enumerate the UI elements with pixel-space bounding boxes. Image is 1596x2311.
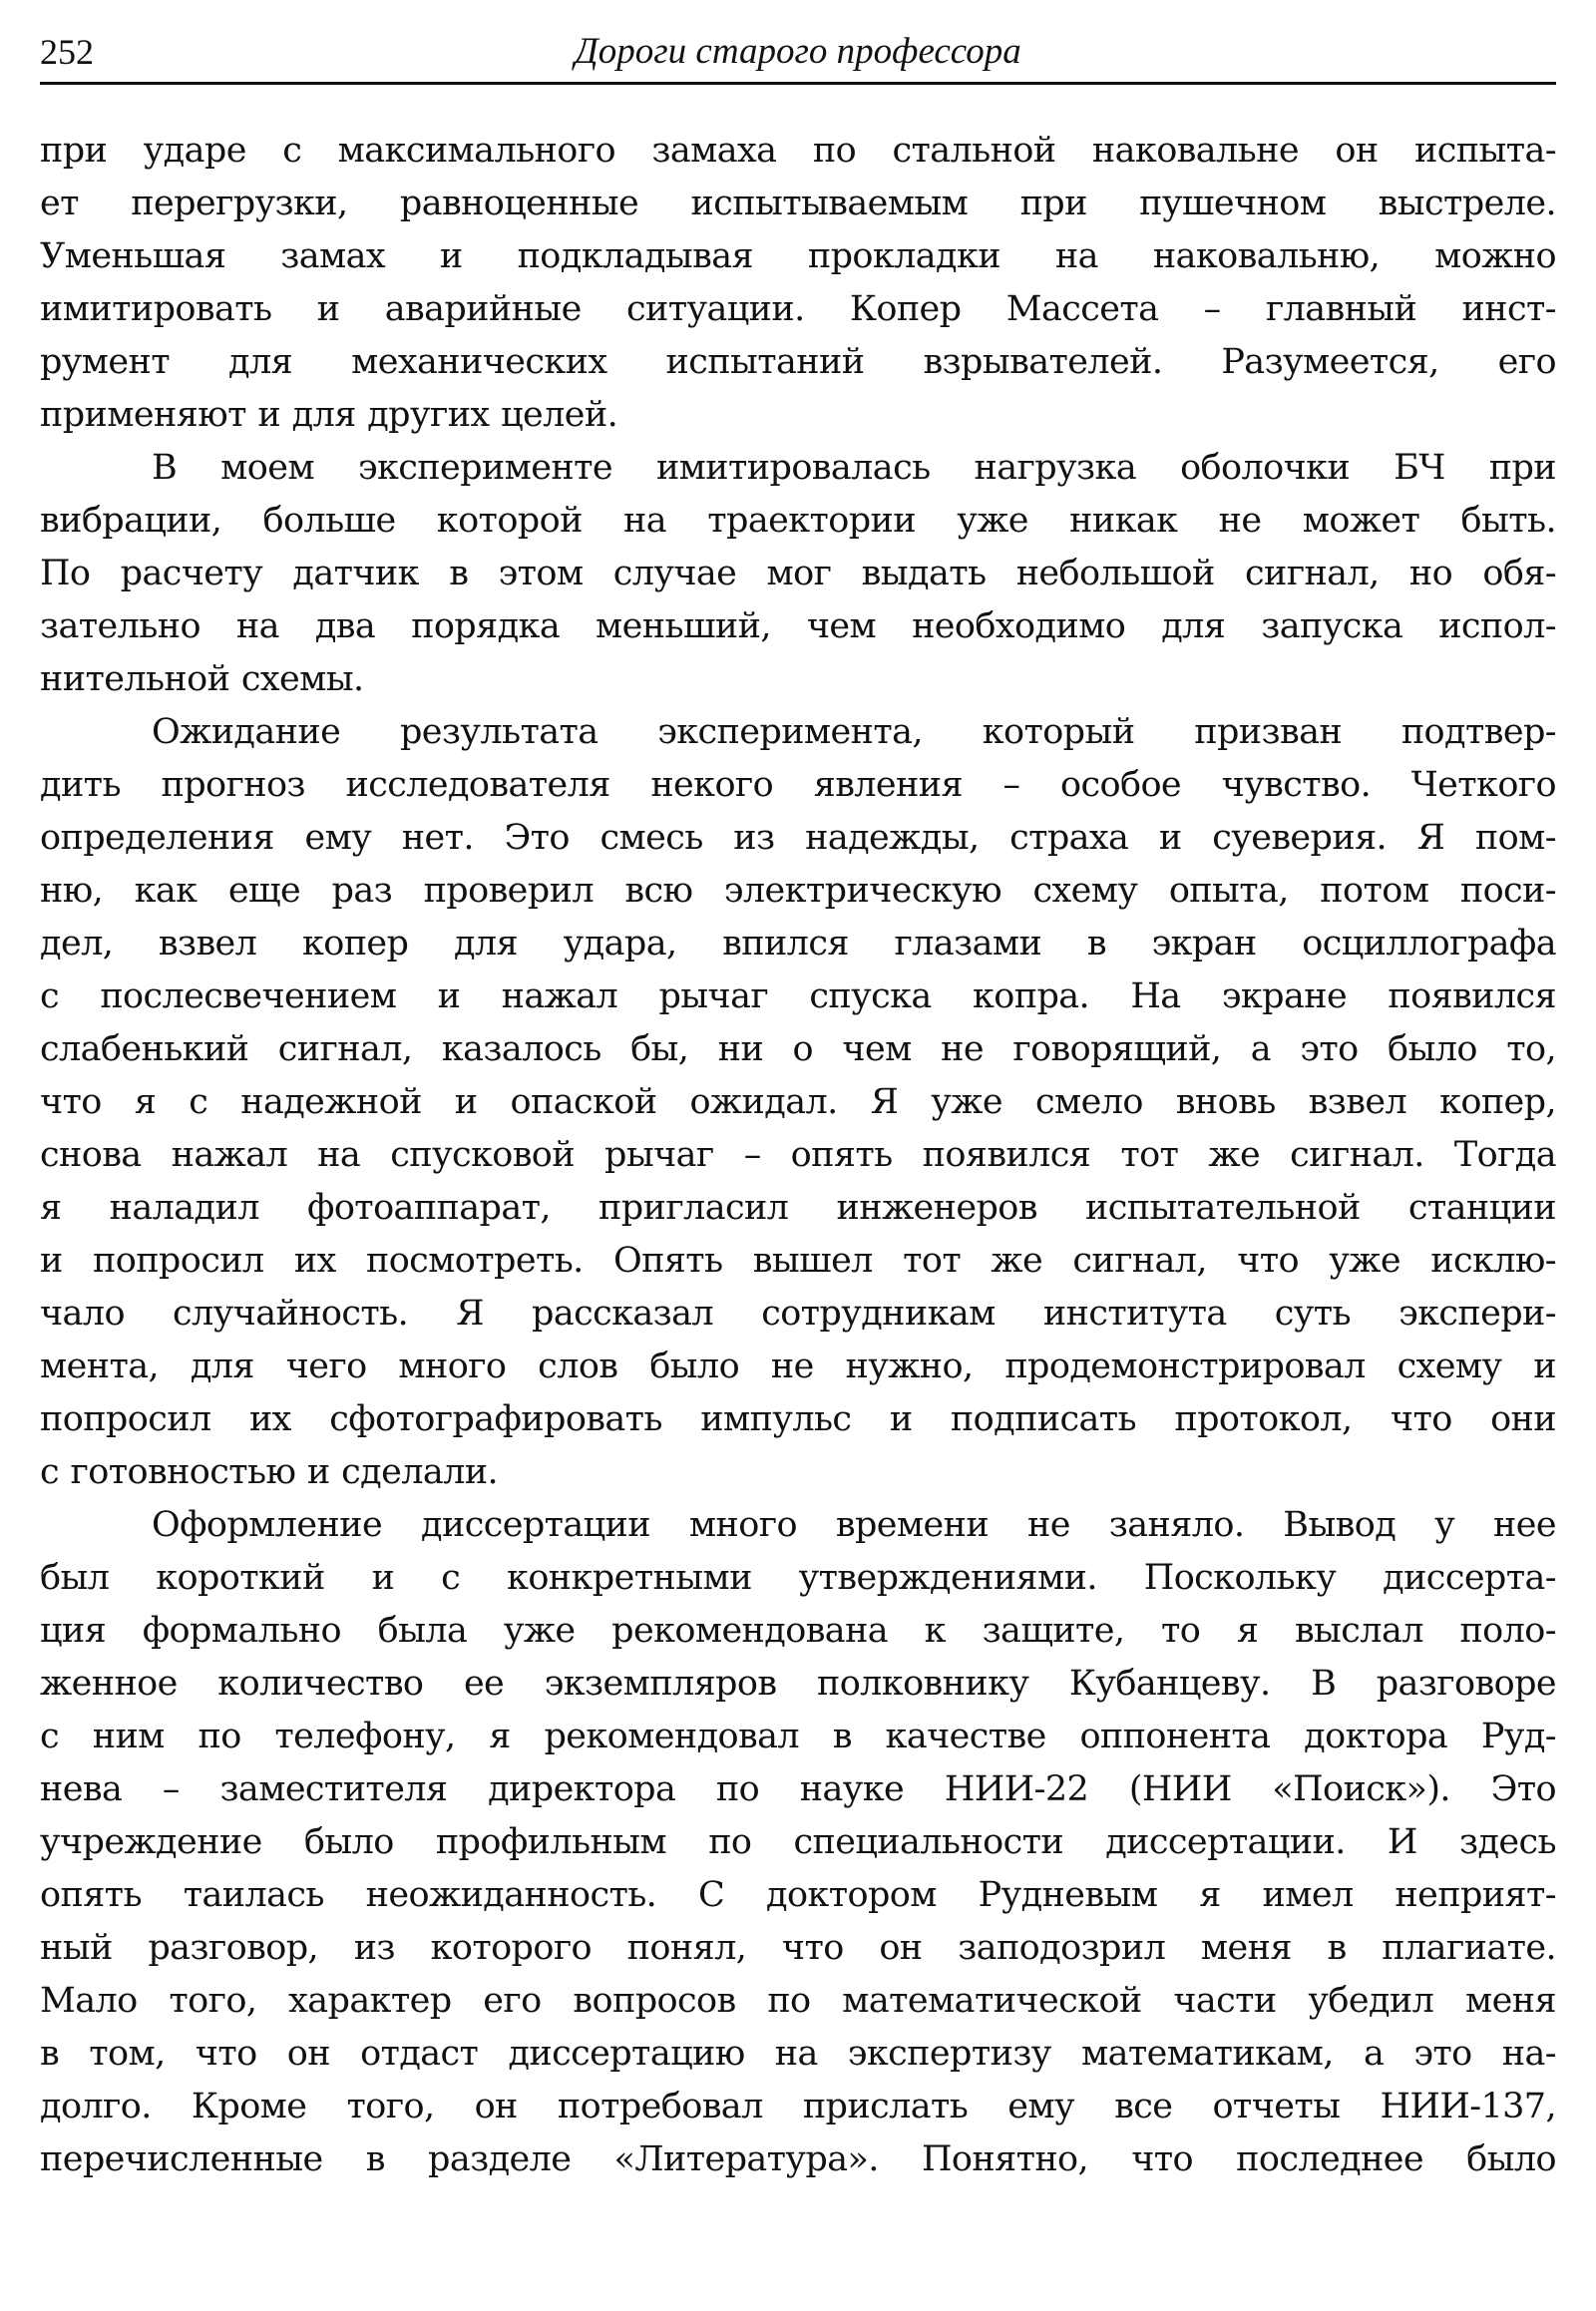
text-line: с послесвечением и нажал рычаг спуска копра. На экране появился (40, 976, 1556, 1016)
text-line: мента, для чего много слов было не нужно, продемонстрировал схему и (40, 1347, 1556, 1386)
text-line: нева – заместителя директора по науке НИИ-22 (НИИ «Поиск»). Это (40, 1769, 1556, 1809)
text-line: ет перегрузки, равноценные испытываемым при пушечном выстреле. (40, 184, 1556, 223)
page-number: 252 (40, 32, 94, 72)
text-line: зательно на два порядка меньший, чем необходимо для запуска испол- (40, 606, 1556, 646)
text-line: ный разговор, из которого понял, что он заподозрил меня в плагиате. (40, 1928, 1556, 1968)
text-line: Уменьшая замах и подкладывая прокладки на наковальню, можно (40, 236, 1556, 276)
text-line: румент для механических испытаний взрывателей. Разумеется, его (40, 342, 1556, 382)
text-line: нительной схемы. (40, 659, 364, 699)
text-line: вибрации, больше которой на траектории уже никак не может быть. (40, 501, 1556, 541)
page-body-text (40, 125, 1556, 2186)
running-head (40, 28, 1556, 85)
text-line: опять таилась неожиданность. С доктором Рудневым я имел неприят- (40, 1875, 1556, 1915)
text-line: я наладил фотоаппарат, пригласил инженеров испытательной станции (40, 1188, 1556, 1228)
text-line: снова нажал на спусковой рычаг – опять появился тот же сигнал. Тогда (40, 1135, 1556, 1175)
text-line: Мало того, характер его вопросов по математической части убедил меня (40, 1981, 1556, 2021)
paragraph (40, 1499, 1556, 2186)
book-page (40, 28, 1556, 2282)
text-line: долго. Кроме того, он потребовал прислать ему все отчеты НИИ-137, (40, 2087, 1556, 2126)
paragraph (40, 706, 1556, 1499)
text-line: дить прогноз исследователя некого явления – особое чувство. Четкого (40, 765, 1556, 805)
text-line: попросил их сфотографировать импульс и подписать протокол, что они (40, 1399, 1556, 1439)
text-line: Оформление диссертации много времени не заняло. Вывод у нее (152, 1505, 1556, 1545)
text-line: при ударе с максимального замаха по стальной наковальне он испыта- (40, 131, 1556, 171)
text-line: учреждение было профильным по специальности диссертации. И здесь (40, 1822, 1556, 1862)
text-line: определения ему нет. Это смесь из надежды, страха и суеверия. Я пом- (40, 818, 1556, 858)
text-line: с готовностью и сделали. (40, 1452, 498, 1492)
text-line: и попросил их посмотреть. Опять вышел тот же сигнал, что уже исклю- (40, 1241, 1556, 1281)
text-line: чало случайность. Я рассказал сотрудникам института суть экспери- (40, 1294, 1556, 1334)
text-line: был короткий и с конкретными утверждениями. Поскольку диссерта- (40, 1558, 1556, 1598)
text-line: дел, взвел копер для удара, впился глазами в экран осциллографа (40, 924, 1556, 963)
text-line: в том, что он отдаст диссертацию на экспертизу математикам, а это на- (40, 2034, 1556, 2074)
text-line: что я с надежной и опаской ожидал. Я уже смело вновь взвел копер, (40, 1082, 1556, 1122)
text-line: имитировать и аварийные ситуации. Копер Массета – главный инст- (40, 289, 1556, 329)
text-line: По расчету датчик в этом случае мог выдать небольшой сигнал, но обя- (40, 554, 1556, 593)
text-line: слабенький сигнал, казалось бы, ни о чем не говорящий, а это было то, (40, 1029, 1556, 1069)
text-line: перечисленные в разделе «Литература». Понятно, что последнее было (40, 2139, 1556, 2179)
text-line: В моем эксперименте имитировалась нагрузка оболочки БЧ при (152, 448, 1556, 488)
book-title: Дороги старого профессора (575, 31, 1021, 72)
text-line: ню, как еще раз проверил всю электрическую схему опыта, потом поси- (40, 871, 1556, 911)
text-line: Ожидание результата эксперимента, который призван подтвер- (152, 712, 1556, 752)
paragraph (40, 442, 1556, 706)
text-line: с ним по телефону, я рекомендовал в качестве оппонента доктора Руд- (40, 1717, 1556, 1756)
text-line: применяют и для других целей. (40, 395, 618, 435)
text-line: ция формально была уже рекомендована к защите, то я выслал поло- (40, 1611, 1556, 1651)
text-line: женное количество ее экземпляров полковнику Кубанцеву. В разговоре (40, 1664, 1556, 1704)
paragraph (40, 125, 1556, 442)
